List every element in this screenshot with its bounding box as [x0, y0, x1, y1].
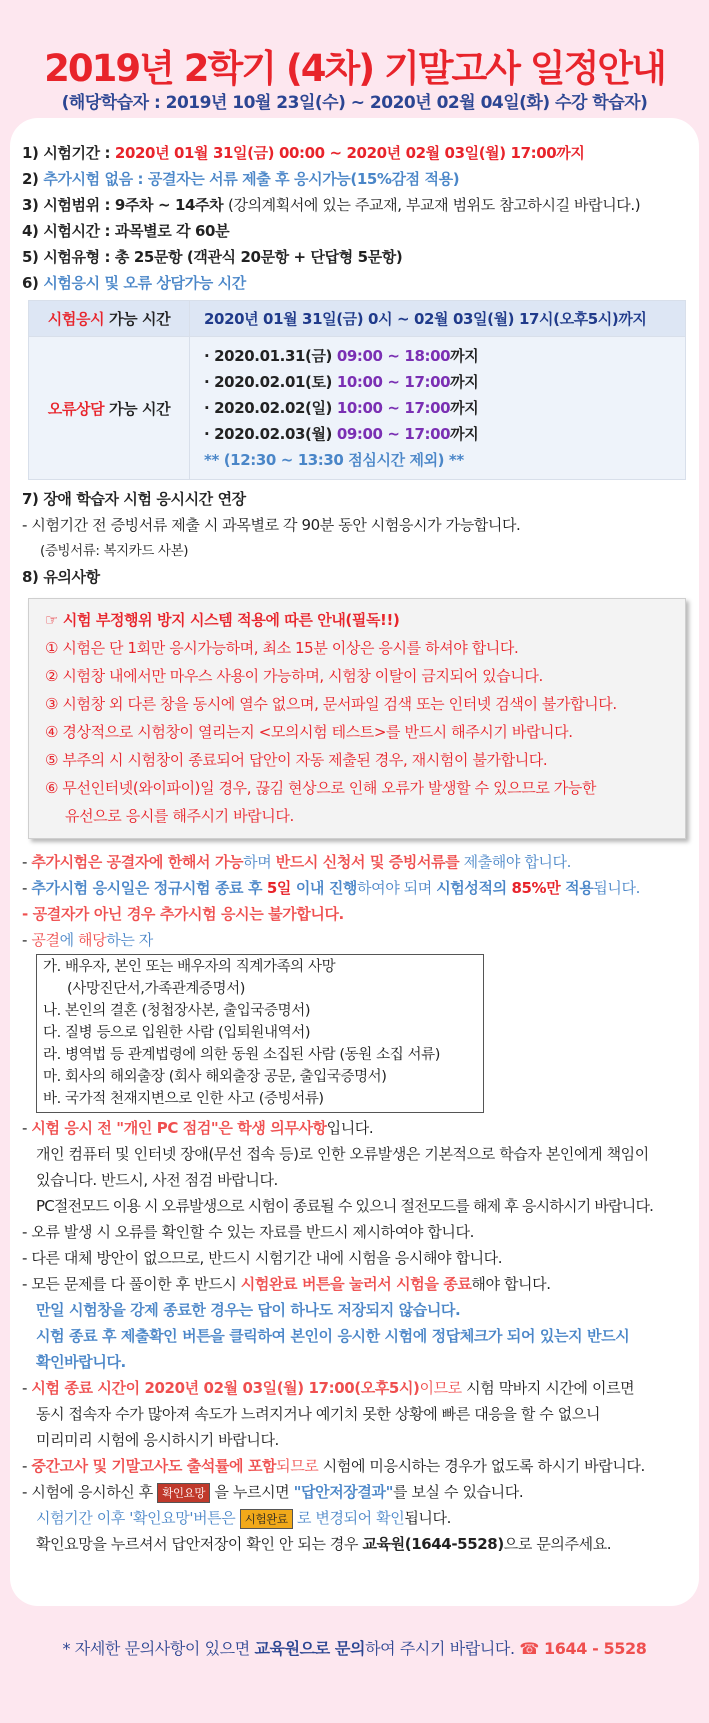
note-pc-check-detail: 있습니다. 반드시, 사전 점검 바랍니다. — [36, 1171, 278, 1189]
item-no-extra-exam: 2) 추가시험 없음 : 공결자는 서류 제출 후 응시가능(15%감점 적용) — [22, 170, 460, 188]
note-contact: 확인요망을 누르셔서 답안저장이 확인 안 되는 경우 교육원(1644-5528)으로 문의주세요. — [36, 1535, 612, 1553]
note-end-time-detail: 동시 접속자 수가 많아져 속도가 느려지거나 예기치 못한 상황에 빠른 대응을 할 수 없으니 — [36, 1405, 601, 1423]
notes-list — [22, 849, 702, 1557]
section-7-note: (증빙서류: 복지카드 사본) — [40, 543, 189, 559]
note-error-evidence: - 오류 발생 시 오류를 확인할 수 있는 자료를 반드시 제시하여야 합니다. — [22, 1223, 474, 1241]
notice-heading: ☞ 시험 부정행위 방지 시스템 적용에 따른 안내(필독!!) — [45, 611, 400, 629]
note-pc-check-detail: 개인 컴퓨터 및 인터넷 장애(무선 접속 등)로 인한 오류발생은 기본적으로 학습자 본인에게 책임이 — [36, 1145, 649, 1163]
item-exam-period: 1) 시험기간 : 2020년 01월 31일(금) 00:00 ~ 2020년 02월 03일(월) 17:00까지 — [22, 144, 585, 162]
reason-item: 바. 국가적 천재지변으로 인한 사고 (증빙서류) — [43, 1091, 324, 1107]
consult-time-row: · 2020.01.31(금) 09:00 ~ 18:00까지 — [204, 347, 479, 365]
note-no-extra: - 공결자가 아닌 경우 추가시험 응시는 불가합니다. — [22, 905, 344, 923]
confirm-required-button[interactable]: 확인요망 — [157, 1483, 210, 1503]
reason-item: 마. 회사의 해외출장 (회사 해외출장 공문, 출입국증명서) — [43, 1069, 387, 1085]
notice-item: ② 시험창 내에서만 마우스 사용이 가능하며, 시험창 이탈이 금지되어 있습니다. — [45, 667, 543, 685]
notice-item: ③ 시험창 외 다른 창을 동시에 열수 없으며, 문서파일 검색 또는 인터넷 검색이 불가합니다. — [45, 695, 617, 713]
note-end-time-detail: 미리미리 시험에 응시하시기 바랍니다. — [36, 1431, 279, 1449]
note-no-alternative: - 다른 대체 방안이 없으므로, 반드시 시험기간 내에 시험을 응시해야 합니다. — [22, 1249, 503, 1267]
note-button-change: 시험기간 이후 '확인요망'버튼은 시험완료 로 변경되어 확인됩니다. — [36, 1509, 451, 1527]
phone-number: ☎ 1644 - 5528 — [519, 1639, 647, 1658]
page-title: 2019년 2학기 (4차) 기말고사 일정안내 — [44, 47, 665, 90]
schedule-row-exam: 시험응시 가능 시간 2020년 01월 31일(금) 0시 ~ 02월 03일(월) 17시(오후5시)까지 — [29, 301, 686, 337]
note-submit-detail: 만일 시험창을 강제 종료한 경우는 답이 하나도 저장되지 않습니다. — [36, 1301, 461, 1319]
notice-item: ① 시험은 단 1회만 응시가능하며, 최소 15분 이상은 응시를 하셔야 합니다. — [45, 639, 519, 657]
item-exam-time: 4) 시험시간 : 과목별로 각 60분 — [22, 222, 230, 240]
note-pc-check-detail: PC절전모드 이용 시 오류발생으로 시험이 종료될 수 있으니 절전모드를 해제 후 응시하시기 바랍니다. — [36, 1197, 654, 1215]
notice-item: ⑥ 무선인터넷(와이파이)일 경우, 끊김 현상으로 인해 오류가 발생할 수 있으므로 가능한 — [45, 779, 597, 797]
note-submit-detail: 시험 종료 후 제출확인 버튼을 클릭하여 본인이 응시한 시험에 정답체크가 되어 있는지 반드시 — [36, 1327, 630, 1345]
note-absence-reasons: - 공결에 해당하는 자 — [22, 931, 153, 949]
page-subtitle: (해당학습자 : 2019년 10월 23일(수) ~ 2020년 02월 04일(화) 수강 학습자) — [61, 93, 648, 113]
section-7-title: 7) 장애 학습자 시험 응시시간 연장 — [22, 490, 246, 508]
reason-item: 가. 배우자, 본인 또는 배우자의 직계가족의 사망 — [43, 959, 336, 975]
item-exam-scope: 3) 시험범위 : 9주차 ~ 14주차 (강의계획서에 있는 주교재, 부교재 범위도 참고하시길 바랍니다.) — [22, 196, 641, 214]
note-end-time: - 시험 종료 시간이 2020년 02월 03일(월) 17:00(오후5시)이므로 시험 막바지 시간에 이르면 — [22, 1379, 635, 1397]
note-pc-check: - 시험 응시 전 "개인 PC 점검"은 학생 의무사항입니다. — [22, 1119, 374, 1137]
consult-time-row: · 2020.02.01(토) 10:00 ~ 17:00까지 — [204, 373, 479, 391]
main-content — [22, 140, 702, 1557]
exam-available-time: 2020년 01월 31일(금) 0시 ~ 02월 03일(월) 17시(오후5시)까지 — [190, 301, 686, 337]
schedule-table — [28, 300, 686, 480]
note-extra-exam-date: - 추가시험 응시일은 정규시험 종료 후 5일 이내 진행하여야 되며 시험성적의 85%만 적용됩니다. — [22, 879, 640, 897]
item-consult-hours: 6) 시험응시 및 오류 상담가능 시간 — [22, 274, 246, 292]
section-8-title: 8) 유의사항 — [22, 568, 100, 586]
notice-item: ⑤ 부주의 시 시험창이 종료되어 답안이 자동 제출된 경우, 재시험이 불가합니다. — [45, 751, 548, 769]
reason-item: 나. 본인의 결혼 (청첩장사본, 출입국증명서) — [43, 1003, 311, 1019]
consult-time-row: · 2020.02.02(일) 10:00 ~ 17:00까지 — [204, 399, 479, 417]
note-attendance: - 중간고사 및 기말고사도 출석률에 포함되므로 시험에 미응시하는 경우가 없도록 하시기 바랍니다. — [22, 1457, 645, 1475]
note-submit: - 모든 문제를 다 풀이한 후 반드시 시험완료 버튼을 눌러서 시험을 종료해야 합니다. — [22, 1275, 551, 1293]
note-submit-detail: 확인바랍니다. — [36, 1353, 126, 1371]
note-extra-exam: - 추가시험은 공결자에 한해서 가능하며 반드시 신청서 및 증빙서류를 제출해야 합니다. — [22, 853, 571, 871]
reason-item: 다. 질병 등으로 입원한 사람 (입퇴원내역서) — [43, 1025, 311, 1041]
schedule-row-consult: 오류상담 가능 시간 · 2020.01.31(금) 09:00 ~ 18:00까지 · 2020.02.01(토) 10:00 ~ 17:00까지 · 2020.02.02(일) 10:00 ~ 17:00까지 · 2020.02.03(월) 09:00 ~ 17:00까지 ** (12:30 ~ 13:30 점심시간 제외) ** — [29, 337, 686, 480]
reason-item: (사망진단서,가족관계증명서) — [67, 981, 246, 997]
reason-item: 라. 병역법 등 관계법령에 의한 동원 소집된 사람 (동원 소집 서류) — [43, 1047, 440, 1063]
note-confirm-button: - 시험에 응시하신 후 확인요망 을 누르시면 "답안저장결과"를 보실 수 있습니다. — [22, 1483, 524, 1501]
item-exam-type: 5) 시험유형 : 총 25문항 (객관식 20문항 + 단답형 5문항) — [22, 248, 403, 266]
exam-complete-button[interactable]: 시험완료 — [240, 1509, 293, 1529]
lunch-note: ** (12:30 ~ 13:30 점심시간 제외) ** — [204, 451, 464, 469]
section-7-line: - 시험기간 전 증빙서류 제출 시 과목별로 각 90분 동안 시험응시가 가능합니다. — [22, 516, 521, 534]
notice-item: 유선으로 응시를 해주시기 바랍니다. — [65, 807, 294, 825]
footer-contact: * 자세한 문의사항이 있으면 교육원으로 문의하여 주시기 바랍니다. ☎ 1644 - 5528 — [62, 1639, 647, 1658]
notice-box — [28, 598, 686, 839]
absence-reasons-box — [36, 954, 484, 1113]
notice-item: ④ 경상적으로 시험창이 열리는지 <모의시험 테스트>를 반드시 해주시기 바랍니다. — [45, 723, 573, 741]
consult-time-row: · 2020.02.03(월) 09:00 ~ 17:00까지 — [204, 425, 479, 443]
